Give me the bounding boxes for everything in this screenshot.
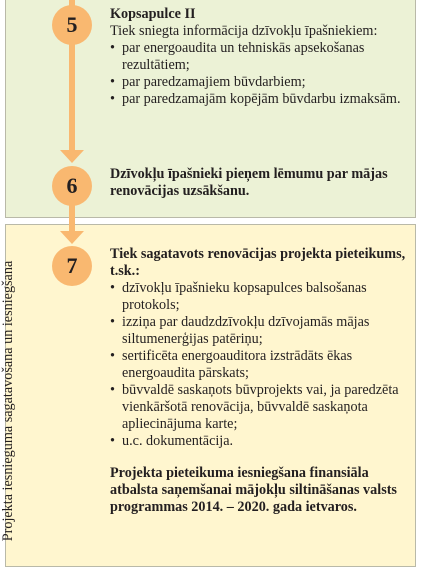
list-item: • būvvaldē saskaņots būvprojekts vai, ja paredzēta vienkāršotā renovācija, būvvaldē saskaņota apliecinājuma karte; (110, 382, 410, 433)
connector-6-7 (69, 204, 75, 232)
connector-5-6 (69, 44, 75, 151)
step-5-intro: Tiek sniegta informācija dzīvokļu īpašniekiem: (110, 23, 378, 39)
step-6-title: Dzīvokļu īpašnieki pieņem lēmumu par mājas renovācijas uzsākšanu. (110, 166, 388, 199)
step-5-circle: 5 (52, 5, 92, 45)
list-item: • sertificēta energoauditora izstrādāts ēkas energoaudita pārskats; (110, 348, 410, 382)
phase-label: Projekta iesnieguma sagatavošana un iesniegšana (0, 260, 16, 542)
list-item: • par energoaudita un tehniskās apsekošanas rezultātiem; (110, 40, 410, 74)
list-item: • par paredzamajiem būvdarbiem; (110, 74, 410, 91)
arrowhead-to-7 (60, 231, 84, 244)
list-item: • u.c. dokumentācija. (110, 433, 410, 450)
step-7-text (110, 246, 410, 516)
list-item: • dzīvokļu īpašnieku kopsapulces balsošanas protokols; (110, 280, 410, 314)
step-7-title: Tiek sagatavots renovācijas projekta pieteikums, t.sk.: (110, 246, 406, 279)
step-6-text (110, 166, 410, 200)
step-7-list (110, 280, 410, 450)
step-5-text (110, 6, 410, 108)
step-5-title: Kopsapulce II (110, 6, 196, 22)
step-7-footer: Projekta pieteikuma iesniegšana finansiāla atbalsta saņemšanai mājokļu siltināšanas valsts programmas 2014. – 2020. gada ietvaros. (110, 465, 397, 515)
list-item: • izziņa par daudzdzīvokļu dzīvojamās mājas siltumenerģijas patēriņu; (110, 314, 410, 348)
step-6-circle: 6 (52, 166, 92, 206)
arrowhead-to-6 (60, 150, 84, 163)
step-7-circle: 7 (52, 246, 92, 286)
list-item: • par paredzamajām kopējām būvdarbu izmaksām. (110, 91, 410, 108)
step-5-list (110, 40, 410, 108)
